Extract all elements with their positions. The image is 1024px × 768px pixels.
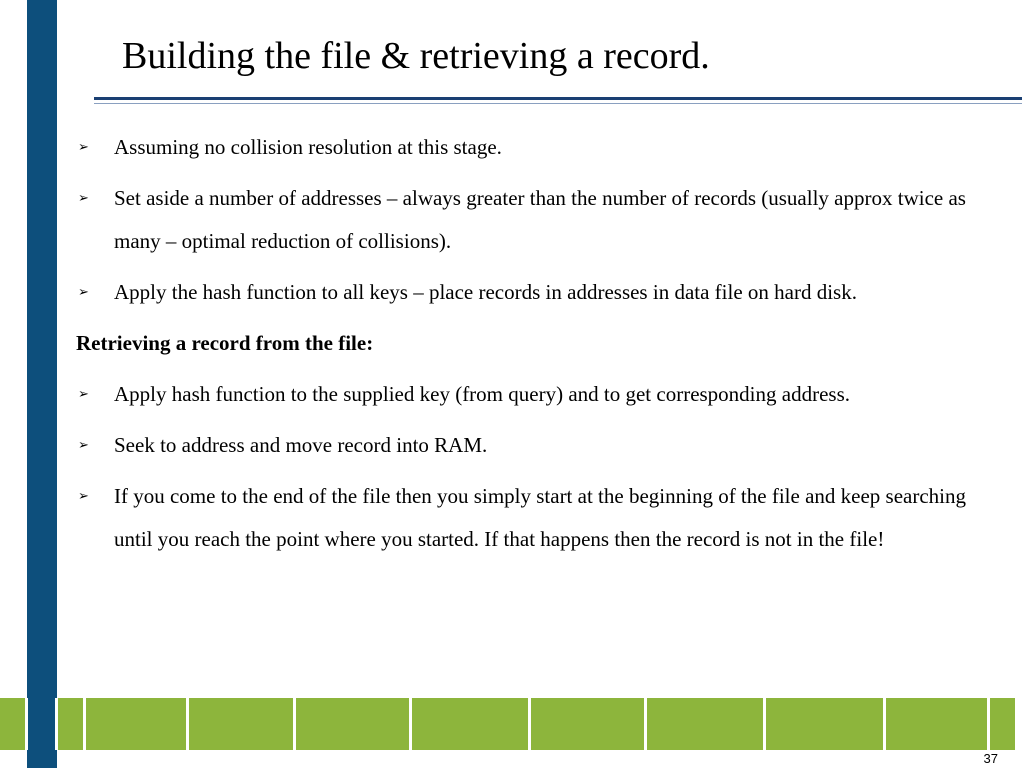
- page-number: 37: [983, 751, 998, 766]
- bullet-item: [76, 373, 1006, 416]
- footer-band: [0, 698, 1024, 750]
- footer-block: [0, 698, 25, 750]
- footer-block: [189, 698, 293, 750]
- bullet-item: [76, 177, 1006, 263]
- title-underline-thin: [94, 103, 1022, 104]
- slide-title: Building the file & retrieving a record.: [122, 35, 710, 77]
- footer-block: [412, 698, 528, 750]
- footer-block: [296, 698, 409, 750]
- arrow-bullet-icon: ➢: [78, 387, 89, 402]
- footer-block: [531, 698, 644, 750]
- arrow-bullet-icon: ➢: [78, 285, 89, 300]
- bullet-item: [76, 271, 1006, 314]
- footer-block-accent: [28, 698, 55, 750]
- left-accent-bar: [27, 0, 57, 768]
- arrow-bullet-icon: ➢: [78, 438, 89, 453]
- arrow-bullet-icon: ➢: [78, 489, 89, 504]
- bullet-text: Seek to address and move record into RAM.: [114, 433, 488, 457]
- footer-block: [990, 698, 1015, 750]
- bullet-text: Apply hash function to the supplied key (from query) and to get corresponding address.: [114, 382, 850, 406]
- footer-block: [766, 698, 883, 750]
- section-heading: Retrieving a record from the file:: [76, 331, 374, 355]
- bullet-item: [76, 475, 1006, 561]
- bullet-text: Apply the hash function to all keys – place records in addresses in data file on hard disk.: [114, 280, 857, 304]
- footer-block: [58, 698, 83, 750]
- bullet-text: If you come to the end of the file then you simply start at the beginning of the file and keep searching until you reach the point where you started. If that happens then the record is not in the file!: [114, 484, 966, 551]
- footer-block: [86, 698, 186, 750]
- slide-body: [76, 126, 1006, 569]
- bullet-item: [76, 126, 1006, 169]
- title-underline: [94, 97, 1022, 100]
- bullet-text: Set aside a number of addresses – always greater than the number of records (usually approx twice as many – optimal reduction of collisions).: [114, 186, 966, 253]
- bullet-text: Assuming no collision resolution at this stage.: [114, 135, 502, 159]
- footer-block: [886, 698, 987, 750]
- bullet-item: [76, 424, 1006, 467]
- arrow-bullet-icon: ➢: [78, 140, 89, 155]
- arrow-bullet-icon: ➢: [78, 191, 89, 206]
- footer-block: [647, 698, 763, 750]
